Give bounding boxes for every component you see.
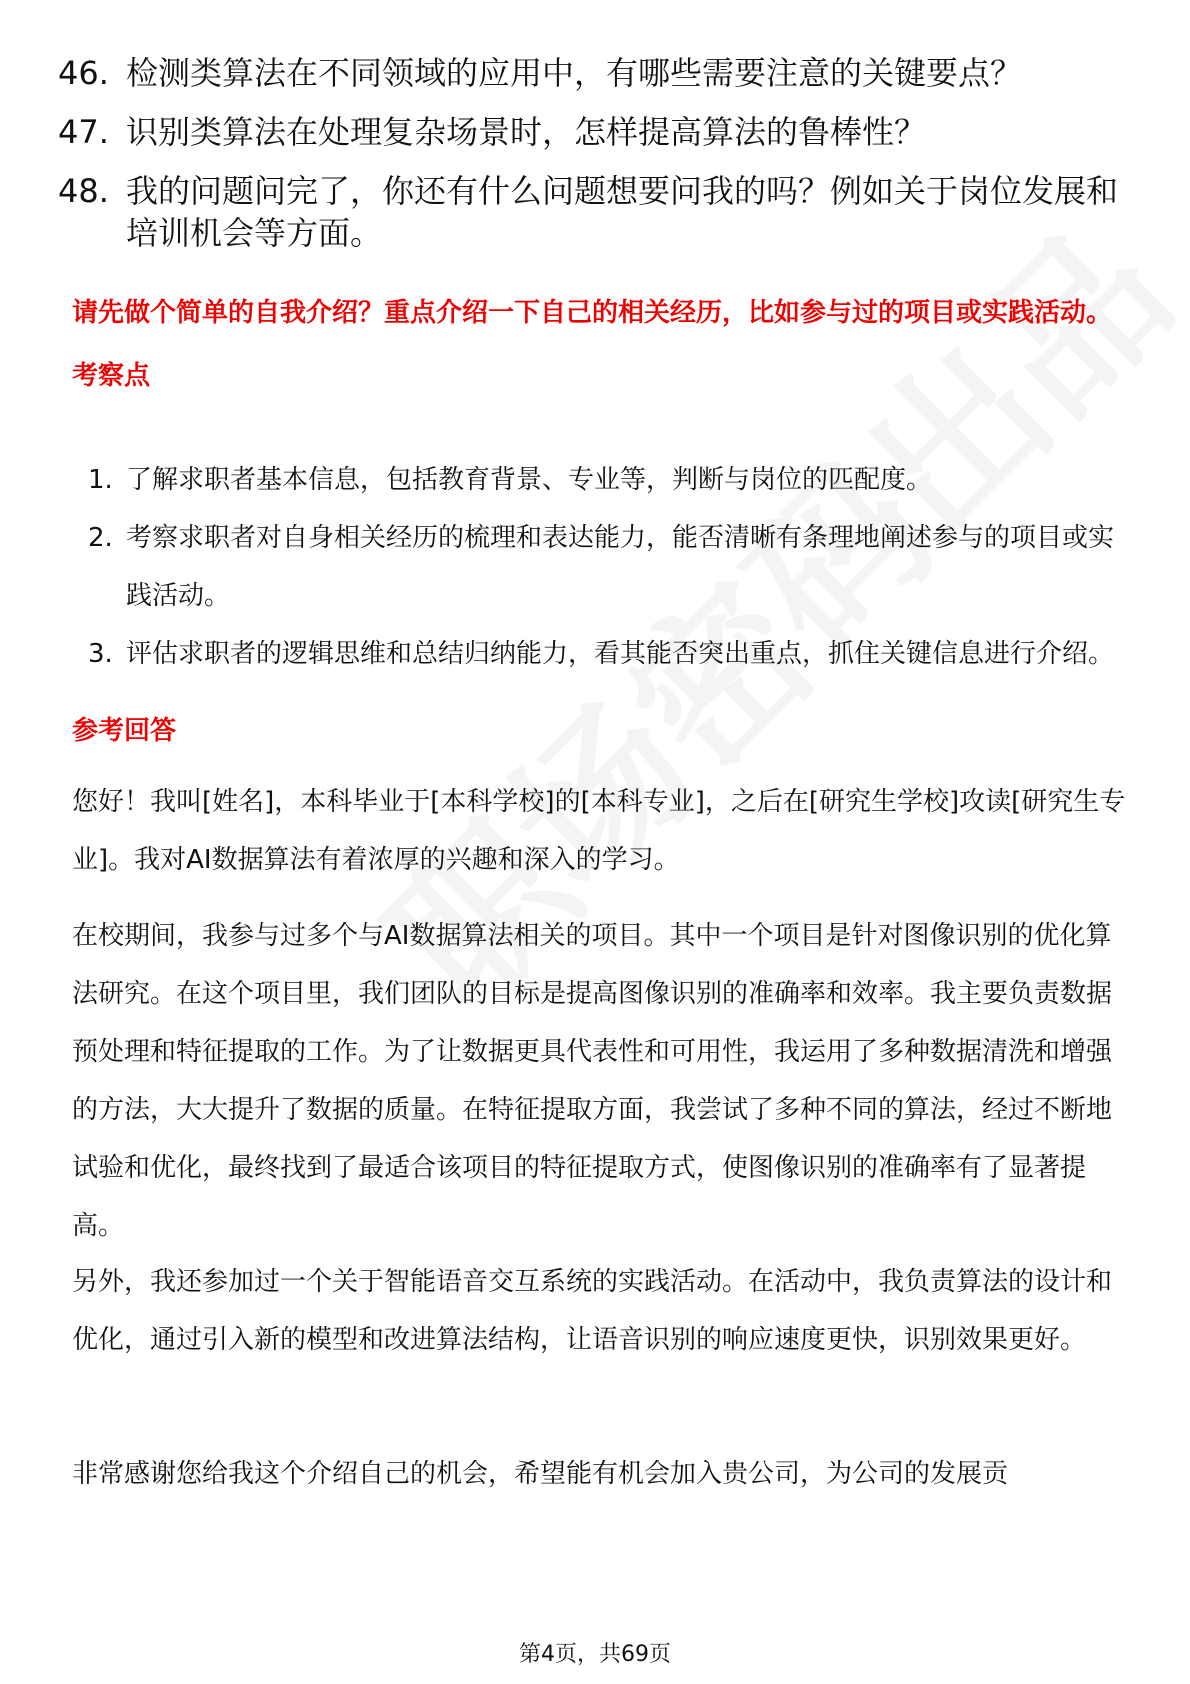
question-item <box>58 52 1138 94</box>
question-number: 46. <box>58 54 109 92</box>
answer-paragraph: 非常感谢您给我这个介绍自己的机会，希望能有机会加入贵公司，为公司的发展贡 <box>72 1459 1009 1489</box>
answer-paragraph: 在校期间，我参与过多个与AI数据算法相关的项目。其中一个项目是针对图像识别的优化算法研究。在这个项目里，我们团队的目标是提高图像识别的准确率和效率。我主要负责数据预处理和特征提取的工作。为了让数据更具代表性和可用性，我运用了多种数据清洗和增强的方法，大大提升了数据的质量。在特征提取方面，我尝试了多种不同的算法，经过不断地试验和优化，最终找到了最适合该项目的特征提取方式，使图像识别的准确率有了显著提高。 <box>72 921 1113 1241</box>
point-number: 2. <box>88 523 113 553</box>
answer-paragraph: 另外，我还参加过一个关于智能语音交互系统的实践活动。在活动中，我负责算法的设计和优化，通过引入新的模型和改进算法结构，让语音识别的响应速度更快，识别效果更好。 <box>72 1267 1113 1355</box>
answer-label: 参考回答 <box>72 716 177 746</box>
question-text: 我的问题问完了，你还有什么问题想要问我的吗？例如关于岗位发展和培训机会等方面。 <box>126 172 1119 252</box>
point-number: 1. <box>88 465 113 495</box>
assessment-point <box>72 451 1132 509</box>
question-number: 47. <box>58 113 109 151</box>
question-number: 48. <box>58 172 109 210</box>
question-list <box>58 52 1138 271</box>
assessment-label: 考察点 <box>72 361 151 391</box>
question-text: 检测类算法在不同领域的应用中，有哪些需要注意的关键要点？ <box>126 54 1023 92</box>
answer-paragraph: 您好！我叫[姓名]，本科毕业于[本科学校]的[本科专业]，之后在[研究生学校]攻读[研究生专业]。我对AI数据算法有着浓厚的兴趣和深入的学习。 <box>72 787 1126 875</box>
assessment-point <box>72 625 1132 683</box>
interview-question-heading: 请先做个简单的自我介绍？重点介绍一下自己的相关经历，比如参与过的项目或实践活动。 <box>72 298 1113 328</box>
point-text: 了解求职者基本信息，包括教育背景、专业等，判断与岗位的匹配度。 <box>126 465 933 495</box>
point-number: 3. <box>88 639 113 669</box>
assessment-point <box>72 509 1132 625</box>
point-text: 评估求职者的逻辑思维和总结归纳能力，看其能否突出重点，抓住关键信息进行介绍。 <box>126 639 1115 669</box>
assessment-points <box>72 451 1132 683</box>
question-item <box>58 111 1138 153</box>
point-text: 考察求职者对自身相关经历的梳理和表达能力，能否清晰有条理地阐述参与的项目或实践活动。 <box>126 523 1115 611</box>
question-item <box>58 170 1138 254</box>
page-footer: 第4页，共69页 <box>519 1642 671 1667</box>
question-text: 识别类算法在处理复杂场景时，怎样提高算法的鲁棒性？ <box>126 113 927 151</box>
